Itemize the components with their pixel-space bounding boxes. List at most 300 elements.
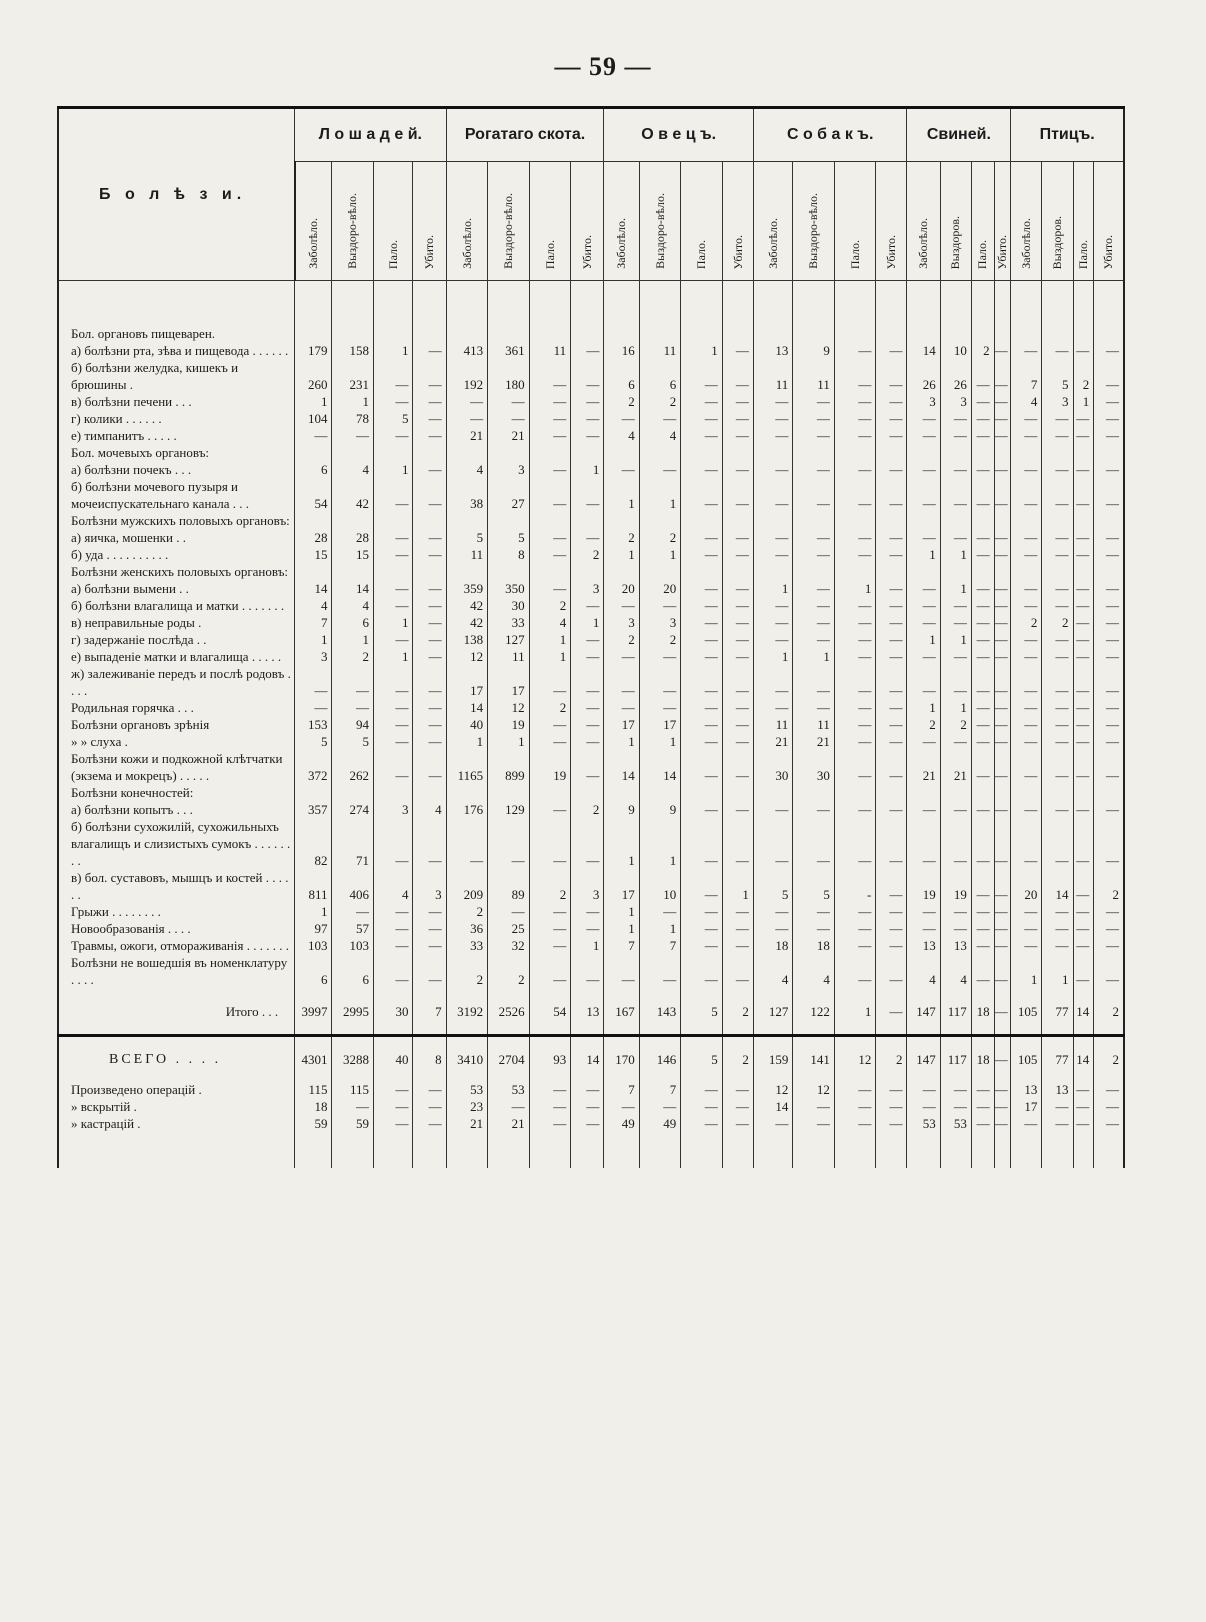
value-cell: —: [1073, 529, 1094, 546]
value-cell: 8: [413, 1036, 446, 1082]
group-header: Свиней.: [907, 108, 1011, 162]
value-cell: [639, 281, 681, 326]
value-cell: 180: [488, 359, 530, 393]
value-cell: —: [907, 614, 940, 631]
value-cell: [793, 784, 835, 801]
value-cell: —: [488, 410, 530, 427]
value-cell: —: [940, 920, 971, 937]
value-cell: —: [940, 410, 971, 427]
value-cell: [413, 784, 446, 801]
value-cell: —: [876, 461, 907, 478]
section-row: [58, 444, 1124, 461]
value-cell: —: [971, 716, 994, 733]
value-cell: —: [639, 648, 681, 665]
value-cell: [681, 281, 723, 326]
value-cell: —: [413, 580, 446, 597]
row-label: Болѣзни органовъ зрѣнія: [58, 716, 295, 733]
value-cell: 11: [753, 359, 792, 393]
value-cell: —: [834, 903, 876, 920]
value-cell: 1: [529, 631, 571, 648]
value-cell: —: [1011, 529, 1042, 546]
value-cell: 170: [604, 1036, 639, 1082]
value-cell: —: [971, 1115, 994, 1132]
value-cell: —: [604, 410, 639, 427]
value-cell: [295, 444, 332, 461]
value-cell: —: [834, 733, 876, 750]
value-cell: —: [1073, 631, 1094, 648]
value-cell: —: [940, 597, 971, 614]
value-cell: [834, 563, 876, 580]
value-cell: [1042, 784, 1073, 801]
value-cell: —: [971, 869, 994, 903]
value-cell: —: [722, 427, 753, 444]
value-cell: 94: [332, 716, 374, 733]
value-cell: 4: [639, 427, 681, 444]
sub-column-header: [1073, 162, 1094, 281]
value-cell: 17: [604, 869, 639, 903]
value-cell: —: [1011, 597, 1042, 614]
value-cell: —: [876, 750, 907, 784]
value-cell: —: [1094, 801, 1124, 818]
value-cell: —: [834, 597, 876, 614]
value-cell: —: [571, 478, 604, 512]
value-cell: [374, 444, 413, 461]
value-cell: 11: [639, 342, 681, 359]
value-cell: —: [681, 1115, 723, 1132]
value-cell: 21: [488, 427, 530, 444]
value-cell: —: [971, 1081, 994, 1098]
table-row: [58, 903, 1124, 920]
value-cell: —: [681, 410, 723, 427]
value-cell: 97: [295, 920, 332, 937]
value-cell: —: [604, 954, 639, 988]
value-cell: —: [994, 393, 1011, 410]
value-cell: [907, 563, 940, 580]
value-cell: —: [994, 716, 1011, 733]
section-row: [58, 512, 1124, 529]
value-cell: —: [681, 954, 723, 988]
value-cell: 6: [332, 954, 374, 988]
row-label: а) болѣзни почекъ . . .: [58, 461, 295, 478]
sub-column-label: Выздоро-вѣло.: [501, 193, 516, 269]
value-cell: 11: [793, 716, 835, 733]
value-cell: —: [529, 359, 571, 393]
value-cell: —: [1094, 478, 1124, 512]
value-cell: [994, 325, 1011, 342]
value-cell: [295, 512, 332, 529]
table-row: [58, 716, 1124, 733]
sub-column-header: [907, 162, 940, 281]
value-cell: —: [1011, 665, 1042, 699]
value-cell: 6: [639, 359, 681, 393]
value-cell: —: [681, 903, 723, 920]
value-cell: —: [571, 750, 604, 784]
value-cell: 28: [295, 529, 332, 546]
value-cell: —: [681, 648, 723, 665]
value-cell: [907, 444, 940, 461]
value-cell: [446, 784, 488, 801]
value-cell: —: [413, 903, 446, 920]
value-cell: [994, 444, 1011, 461]
value-cell: —: [994, 427, 1011, 444]
value-cell: [604, 1132, 639, 1168]
value-cell: [940, 1132, 971, 1168]
value-cell: —: [374, 1081, 413, 1098]
value-cell: —: [940, 427, 971, 444]
value-cell: [1073, 512, 1094, 529]
value-cell: 4: [295, 597, 332, 614]
value-cell: —: [529, 478, 571, 512]
table-row: [58, 818, 1124, 869]
value-cell: —: [994, 920, 1011, 937]
value-cell: —: [529, 903, 571, 920]
value-cell: [793, 444, 835, 461]
value-cell: —: [940, 648, 971, 665]
value-cell: —: [413, 733, 446, 750]
value-cell: —: [722, 818, 753, 869]
value-cell: 21: [753, 733, 792, 750]
value-cell: 1: [639, 546, 681, 563]
value-cell: [571, 444, 604, 461]
value-cell: 2: [876, 1036, 907, 1082]
value-cell: —: [994, 580, 1011, 597]
value-cell: 89: [488, 869, 530, 903]
disease-statistics-table: [57, 106, 1125, 1168]
value-cell: —: [374, 903, 413, 920]
value-cell: —: [907, 733, 940, 750]
value-cell: —: [681, 733, 723, 750]
value-cell: —: [571, 342, 604, 359]
value-cell: 262: [332, 750, 374, 784]
value-cell: [1011, 281, 1042, 326]
table-row: [58, 410, 1124, 427]
value-cell: 49: [639, 1115, 681, 1132]
value-cell: [876, 325, 907, 342]
value-cell: 1: [1011, 954, 1042, 988]
value-cell: 129: [488, 801, 530, 818]
table-row: [58, 920, 1124, 937]
value-cell: 176: [446, 801, 488, 818]
value-cell: —: [1042, 801, 1073, 818]
value-cell: 1: [604, 920, 639, 937]
value-cell: 71: [332, 818, 374, 869]
value-cell: 2: [571, 801, 604, 818]
row-label: Бол. мочевыхъ органовъ:: [58, 444, 295, 461]
value-cell: 14: [571, 1036, 604, 1082]
row-label: в) бол. суставовъ, мышцъ и костей . . . . . .: [58, 869, 295, 903]
value-cell: —: [1094, 818, 1124, 869]
value-cell: —: [1011, 478, 1042, 512]
value-cell: —: [876, 733, 907, 750]
value-cell: —: [374, 427, 413, 444]
value-cell: [940, 512, 971, 529]
value-cell: —: [753, 1115, 792, 1132]
value-cell: [446, 281, 488, 326]
value-cell: —: [1094, 546, 1124, 563]
value-cell: 1: [793, 648, 835, 665]
table-row: [58, 1132, 1124, 1168]
value-cell: —: [834, 818, 876, 869]
value-cell: —: [1011, 546, 1042, 563]
value-cell: —: [374, 631, 413, 648]
value-cell: —: [971, 750, 994, 784]
value-cell: —: [834, 648, 876, 665]
group-header: Рогатаго скота.: [446, 108, 604, 162]
value-cell: [1094, 444, 1124, 461]
sub-column-label: Заболѣло.: [459, 218, 474, 269]
value-cell: [681, 444, 723, 461]
value-cell: 17: [604, 716, 639, 733]
value-cell: 4: [332, 597, 374, 614]
value-cell: —: [1073, 1081, 1094, 1098]
value-cell: —: [1042, 903, 1073, 920]
value-cell: —: [413, 631, 446, 648]
value-cell: 23: [446, 1098, 488, 1115]
value-cell: [529, 563, 571, 580]
value-cell: —: [994, 614, 1011, 631]
value-cell: 361: [488, 342, 530, 359]
value-cell: 16: [604, 342, 639, 359]
value-cell: —: [681, 869, 723, 903]
value-cell: —: [1073, 818, 1094, 869]
value-cell: 105: [1011, 1036, 1042, 1082]
value-cell: [529, 784, 571, 801]
value-cell: [753, 512, 792, 529]
value-cell: —: [876, 665, 907, 699]
value-cell: —: [488, 903, 530, 920]
value-cell: 18: [295, 1098, 332, 1115]
value-cell: 127: [753, 988, 792, 1036]
sub-column-label: Заболѣло.: [765, 218, 780, 269]
value-cell: 122: [793, 988, 835, 1036]
value-cell: 14: [604, 750, 639, 784]
value-cell: 2: [488, 954, 530, 988]
value-cell: 104: [295, 410, 332, 427]
value-cell: —: [876, 869, 907, 903]
column-header-diseases: Б о л ѣ з и.: [58, 108, 295, 281]
value-cell: 1: [571, 461, 604, 478]
value-cell: 11: [529, 342, 571, 359]
value-cell: [793, 1132, 835, 1168]
value-cell: 49: [604, 1115, 639, 1132]
value-cell: —: [374, 359, 413, 393]
value-cell: 30: [374, 988, 413, 1036]
value-cell: —: [1094, 699, 1124, 716]
value-cell: —: [1073, 478, 1094, 512]
value-cell: —: [876, 546, 907, 563]
value-cell: [529, 444, 571, 461]
value-cell: —: [1042, 818, 1073, 869]
value-cell: —: [994, 529, 1011, 546]
value-cell: 53: [446, 1081, 488, 1098]
value-cell: —: [1073, 1115, 1094, 1132]
value-cell: [753, 784, 792, 801]
value-cell: —: [994, 1098, 1011, 1115]
value-cell: 21: [793, 733, 835, 750]
value-cell: —: [994, 1081, 1011, 1098]
value-cell: 4: [753, 954, 792, 988]
value-cell: —: [1042, 580, 1073, 597]
value-cell: 6: [604, 359, 639, 393]
value-cell: [604, 325, 639, 342]
value-cell: —: [413, 818, 446, 869]
value-cell: 2: [639, 631, 681, 648]
value-cell: 2: [1042, 614, 1073, 631]
value-cell: —: [413, 393, 446, 410]
value-cell: 2: [571, 546, 604, 563]
value-cell: —: [1073, 903, 1094, 920]
value-cell: —: [529, 427, 571, 444]
value-cell: —: [1073, 937, 1094, 954]
value-cell: 2: [722, 1036, 753, 1082]
value-cell: —: [413, 920, 446, 937]
section-row: [58, 563, 1124, 580]
value-cell: —: [940, 614, 971, 631]
row-label: а) болѣзни рта, зѣва и пищевода . . . . . .: [58, 342, 295, 359]
value-cell: [332, 784, 374, 801]
value-cell: —: [722, 1081, 753, 1098]
value-cell: —: [907, 665, 940, 699]
value-cell: [332, 281, 374, 326]
value-cell: [374, 784, 413, 801]
value-cell: 12: [793, 1081, 835, 1098]
value-cell: 2: [604, 393, 639, 410]
value-cell: 357: [295, 801, 332, 818]
value-cell: —: [413, 648, 446, 665]
row-label: Травмы, ожоги, отмораживанія . . . . . . .: [58, 937, 295, 954]
sub-column-header: [446, 162, 488, 281]
value-cell: 167: [604, 988, 639, 1036]
value-cell: —: [604, 597, 639, 614]
value-cell: —: [1073, 597, 1094, 614]
value-cell: —: [1094, 580, 1124, 597]
value-cell: 21: [488, 1115, 530, 1132]
value-cell: [834, 512, 876, 529]
value-cell: —: [413, 665, 446, 699]
value-cell: 14: [639, 750, 681, 784]
value-cell: [332, 325, 374, 342]
value-cell: 260: [295, 359, 332, 393]
value-cell: —: [413, 937, 446, 954]
value-cell: —: [571, 529, 604, 546]
row-label: Новообразованія . . . .: [58, 920, 295, 937]
value-cell: —: [1011, 580, 1042, 597]
value-cell: [1073, 563, 1094, 580]
value-cell: 4: [529, 614, 571, 631]
value-cell: [1094, 784, 1124, 801]
value-cell: [1042, 325, 1073, 342]
value-cell: [374, 325, 413, 342]
value-cell: —: [413, 716, 446, 733]
value-cell: —: [681, 818, 723, 869]
value-cell: —: [374, 699, 413, 716]
value-cell: —: [1094, 716, 1124, 733]
value-cell: —: [971, 818, 994, 869]
value-cell: 147: [907, 1036, 940, 1082]
value-cell: —: [1073, 461, 1094, 478]
value-cell: 3: [413, 869, 446, 903]
sub-column-label: Выздоро-вѣло.: [345, 193, 360, 269]
value-cell: [681, 1132, 723, 1168]
sub-column-header: [753, 162, 792, 281]
table-row: [58, 614, 1124, 631]
value-cell: —: [1042, 529, 1073, 546]
value-cell: —: [529, 665, 571, 699]
value-cell: 1: [604, 818, 639, 869]
value-cell: [793, 325, 835, 342]
value-cell: —: [332, 699, 374, 716]
value-cell: [488, 325, 530, 342]
value-cell: —: [1042, 920, 1073, 937]
value-cell: —: [529, 393, 571, 410]
value-cell: —: [834, 546, 876, 563]
value-cell: 10: [639, 869, 681, 903]
value-cell: —: [722, 801, 753, 818]
value-cell: [940, 563, 971, 580]
value-cell: —: [639, 903, 681, 920]
value-cell: 12: [446, 648, 488, 665]
value-cell: —: [971, 597, 994, 614]
row-label: ж) залеживаніе передъ и послѣ родовъ . . . .: [58, 665, 295, 699]
value-cell: —: [722, 410, 753, 427]
value-cell: —: [907, 801, 940, 818]
value-cell: 192: [446, 359, 488, 393]
value-cell: —: [681, 1081, 723, 1098]
value-cell: [907, 512, 940, 529]
value-cell: —: [571, 818, 604, 869]
value-cell: 5: [332, 733, 374, 750]
value-cell: —: [604, 1098, 639, 1115]
value-cell: 1: [940, 546, 971, 563]
value-cell: [793, 512, 835, 529]
value-cell: 3: [604, 614, 639, 631]
value-cell: —: [971, 903, 994, 920]
value-cell: [374, 1132, 413, 1168]
value-cell: [488, 512, 530, 529]
value-cell: 21: [940, 750, 971, 784]
value-cell: 5: [681, 988, 723, 1036]
value-cell: 1: [940, 631, 971, 648]
value-cell: —: [1094, 393, 1124, 410]
value-cell: —: [413, 1081, 446, 1098]
value-cell: —: [332, 903, 374, 920]
sub-column-header: [940, 162, 971, 281]
value-cell: [940, 281, 971, 326]
sub-column-label: Заболѣло.: [306, 218, 321, 269]
value-cell: [876, 512, 907, 529]
value-cell: —: [604, 699, 639, 716]
value-cell: 3: [295, 648, 332, 665]
value-cell: 42: [332, 478, 374, 512]
value-cell: —: [753, 903, 792, 920]
value-cell: 27: [488, 478, 530, 512]
section-row: [58, 325, 1124, 342]
value-cell: —: [1011, 631, 1042, 648]
value-cell: 33: [488, 614, 530, 631]
value-cell: 59: [295, 1115, 332, 1132]
value-cell: —: [834, 750, 876, 784]
value-cell: 20: [639, 580, 681, 597]
value-cell: —: [639, 461, 681, 478]
value-cell: 18: [971, 1036, 994, 1082]
value-cell: [1094, 563, 1124, 580]
sub-column-label: Убито.: [1101, 234, 1116, 269]
value-cell: —: [1094, 427, 1124, 444]
value-cell: —: [529, 1098, 571, 1115]
value-cell: [413, 325, 446, 342]
value-cell: —: [571, 648, 604, 665]
sub-column-label: Выздоро-вѣло.: [652, 193, 667, 269]
